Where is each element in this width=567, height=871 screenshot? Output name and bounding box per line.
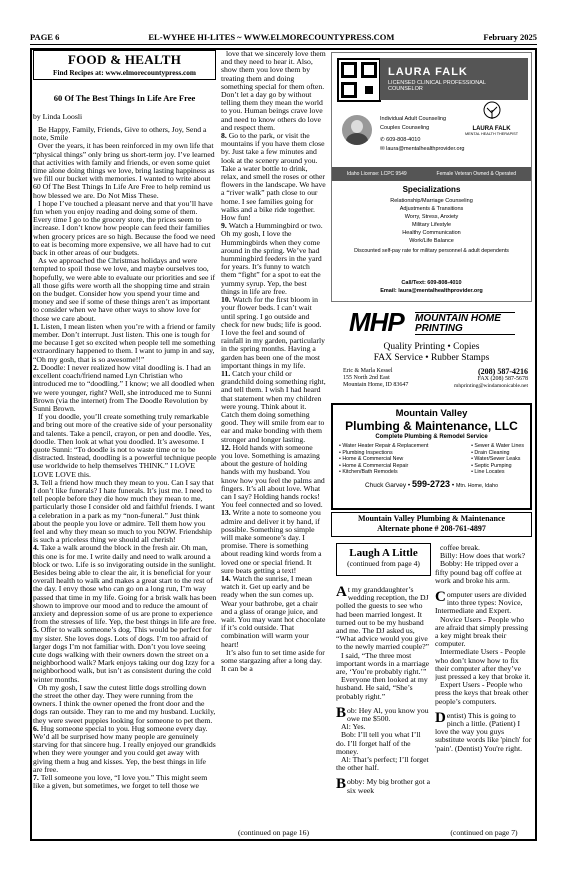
article-column-2 <box>221 50 326 822</box>
plumbing-service-item: • Line Locates <box>471 469 505 476</box>
plumbing-service-item: • Plumbing Inspections <box>339 449 393 456</box>
specialization-item: Adjustments & Transitions <box>399 206 464 212</box>
article-paragraph: 12. Hold hands with someone you love. Something is amazing about the gesture of holding hands with my husband. You know how you feel the palms and fingers. It’s all about love. What can I say? Holding hands rocks! You feel connected and so loved. <box>221 442 325 510</box>
mhp-tagline-2: FAX Service • Rubber Stamps <box>373 353 490 363</box>
service-2: Couples Counseling <box>380 125 430 131</box>
article-continued: (continued on page 16) <box>237 828 310 837</box>
article-paragraph: 4. Take a walk around the block in the fresh air. Oh man, this one is for me. I write daily and need to walk around a block or two. Life is so invigorating outside in the sunlight. Besides being able to clear the air, it is beneficial for your overall health to walk and makes a great start to the rest of the day. I envy those who can go on a long run, I’m way passed that time in my life. Going for a brisk walk has been shown to improve our mood and to reduce the amount of anxiety and depression some of us are prone to experience from the stresses of life. Yep, the best things in life are free. <box>33 543 217 627</box>
tree-icon <box>479 101 505 121</box>
laura-email: laura@mentalhealthprovider.org <box>386 146 465 152</box>
joke-paragraph: I said, “The three most important words in a marriage are, ‘You’re probably right.’” <box>336 650 430 677</box>
plumbing-service-item: • Kitchen/Bath Remodels <box>339 469 398 476</box>
mhp-fax: FAX (208) 587-5678 <box>477 376 528 382</box>
article-paragraph: 8. Go to the park, or visit the mountains if you have them close by. Just take a few minutes and look at the scenery around you. Take a water bottle to drink, relax, and smell the roses or other flowers in the landscape. We have a “river walk” path close to our home. I see families going for walks and a bike ride together. How fun! <box>221 131 326 223</box>
page-number: PAGE 6 <box>30 31 60 42</box>
specializations-title: Specializations <box>402 185 461 194</box>
counselor-name: LAURA FALK <box>388 66 468 78</box>
article-paragraph: 7. Tell someone you love, “I love you.” This might seem like a given, but sometimes, we forget to tell those we <box>33 773 208 791</box>
article-paragraph: Oh my gosh, I saw the cutest little dogs strolling down the street the other day. They were running from the owners. I think the owner opened the front door and the dogs ran outside. They ran to me and my husband. Luckily, they were sweet puppies looking for someone to pet them. <box>33 682 216 725</box>
specialization-item: Worry, Stress, Anxiety <box>404 214 459 220</box>
article-column-1 <box>33 126 217 838</box>
plumbing-subtitle: Complete Plumbing & Remodel Service <box>375 434 488 440</box>
article-paragraph: Over the years, it has been reinforced in my own life that “physical things” only bring us short-term joy. I’ve learned that activities with family and friends, or even some quiet time alone doing things we love, bring lasting happiness as we fill our bucket with memories. I wanted to write about 60 Of The Best Things In Life Are Free to help remind us how blessed we are. Do Not Miss These. <box>33 141 215 200</box>
article-paragraph: 9. Watch a Hummingbird or two. Oh my gosh, I love the Hummingbirds when they come around in the spring. We’ve had hummingbird feeders in the yard for years. It’s funny to watch them “fight” for a spot to eat the yummy syrup. Yep, the best things in life are free. <box>221 221 323 296</box>
joke-paragraph: Novice Users - People who are afraid that simply pressing a key might break their computer. <box>435 614 529 649</box>
article-paragraph: love that we sincerely love them and they need to hear it. Also, show them you love them by treating them and doing something special for them often. Don’t let a day go by without telling them they mean the world to you. Human beings crave love and need to know others do love and respect them. <box>221 50 326 132</box>
license-number: Idaho License: LCPC 9549 <box>346 171 407 177</box>
phone-icon: ✆ <box>380 137 387 143</box>
article-title: 60 Of The Best Things In Life Are Free <box>53 93 196 103</box>
qr-code-icon <box>337 58 381 102</box>
mhp-owners: Eric & Marla Kessel <box>343 368 393 374</box>
laugh-column-2 <box>435 544 533 824</box>
mountain-home-printing-ad <box>331 306 532 398</box>
logo-sub: MENTAL HEALTH THERAPIST <box>464 132 519 136</box>
plumbing-title-2: Plumbing & Maintenance, LLC <box>345 419 518 433</box>
laura-logo <box>454 101 529 136</box>
article-paragraph: 6. Hug someone special to you. Hug someone every day. We’d all be surprised how many people are genuinely starving for that sincere hug. I really enjoyed our grandkids when they were younger and you could get away with giving them a hug and kisses. Yep, the best things in life are free. <box>33 723 216 774</box>
logo-name: LAURA FALK <box>472 126 511 132</box>
joke-paragraph: At my granddaughter’s wedding reception, the DJ polled the guests to see who had been married longest. It turned out to be my husband and me. The DJ asked us, “What advice would you give to the newly married couple?” <box>336 584 430 652</box>
mail-icon: ✉ <box>380 146 387 152</box>
plumbing-contact-name: Chuck Garvey <box>364 481 407 489</box>
joke-paragraph: Everyone then looked at my husband. He said, “She’s probably right.” <box>336 675 428 701</box>
joke-paragraph: Al: Yes. <box>341 722 366 732</box>
cta-call: Call/Text: 609-808-4010 <box>401 280 462 286</box>
article-paragraph: It’s also fun to set time aside for some stargazing after a long day. It can be a <box>221 647 325 674</box>
joke-paragraph: Dentist) This is going to pinch a little. (Patient) I love the way you guys substitute words like 'pinch' for 'pain'. (Dentist) You're right. <box>435 709 532 753</box>
plumbing-services-left <box>339 443 428 476</box>
mhp-tagline-1: Quality Printing • Copies <box>383 342 480 352</box>
veteran-owned: Female Veteran Owned & Operated <box>436 171 517 177</box>
mhp-name-2: PRINTING <box>415 324 515 335</box>
plumbing-contact-location: Mtn. Home, Idaho <box>455 482 499 489</box>
joke-paragraph: coffee break. <box>440 544 480 552</box>
article-paragraph: 3. Tell a friend how much they mean to you. Can I say that I don’t like funerals? I hate funerals. It’s just me. I need to tell people before they die how much they mean to me, particularly those I consider old and faithful friends. I want a celebration in a park as my “non-funeral.” Just think about the people you love or admire. Tell them how you feel and why they mean so much to you NOW. Friendship is such a priceless thing we should all cherish! <box>33 477 215 545</box>
plumbing-service-item: • Home & Commercial Repair <box>339 462 409 469</box>
mhp-email: mhprinting@windamonicable.net <box>454 383 528 389</box>
joke-paragraph: Billy: How does that work? <box>440 551 525 561</box>
article-paragraph: Be Happy, Family, Friends, Give to others, Joy, Send a note, Smile <box>33 126 207 143</box>
joke-paragraph: Expert Users - People who press the keys that break other people’s computers. <box>435 680 529 706</box>
mhp-address-2: Mountain Home, ID 83647 <box>343 382 409 388</box>
section-title: FOOD & HEALTH <box>67 52 182 67</box>
counselor-photo <box>342 115 372 145</box>
service-1: Individual Adult Counseling <box>380 116 447 122</box>
specialization-item: Healthy Communication <box>402 230 461 236</box>
article-byline: by Linda Loosli <box>33 112 83 121</box>
issue-date: February 2025 <box>483 31 537 42</box>
article-paragraph: 10. Watch for the first bloom in your flower beds. I can’t wait until spring. I go outside and check for new buds; life is good. I love the feel and sound of rainfall in my garden, particularly in the spring months. Having a garden has been one of the most important things in my life. <box>221 295 325 370</box>
laura-phone: 609-808-4010 <box>386 137 421 143</box>
mhp-logo: MHP <box>349 307 404 337</box>
plumbing-services-right <box>471 443 524 476</box>
laugh-a-little-box <box>336 543 431 576</box>
specializations-list <box>332 197 531 245</box>
plumbing-service-item: • Drain Cleaning <box>471 449 510 456</box>
joke-paragraph: Al: That’s perfect; I’ll forget the other half. <box>336 755 429 773</box>
article-paragraph: 14. Watch the sunrise, I mean watch it. Get up early and be ready when the sun comes up. Wear your bathrobe, get a chair and a glass of orange juice, and wait. You may want hot chocolate if it’s cold outside. That combination will warm your heart! <box>221 574 326 649</box>
joke-paragraph: Bob: I’ll tell you what I’ll do. I’ll forget half of the money. <box>336 730 421 756</box>
plumbing-title-1: Mountain Valley <box>395 408 468 419</box>
plumbing-banner-line-1: Mountain Valley Plumbing & Maintenance <box>357 514 506 523</box>
article-paragraph: 2. Doodle: I never realized how vital doodling is. I had an excellent coach/friend named Lyn Christian who introduced me to “doodling.” I know; we all doodled when we were younger, right? Well, she introduced me to Sunni Brown (via the internet) from The Doodle Revolution by Sunni Brown. <box>33 362 215 413</box>
discount-note: Discounted self-pay rate for military personnel & adult dependents <box>354 248 509 254</box>
section-subtitle: Find Recipes at: www.elmorecountypress.com <box>52 68 197 77</box>
joke-paragraph: Intermediate Users - People who don’t know how to fix their computer after they’ve just pressed a key that broke it. <box>435 647 531 682</box>
page-header <box>30 30 537 43</box>
plumbing-banner <box>331 512 532 537</box>
counselor-credentials: LICENSED CLINICAL PROFESSIONAL COUNSELOR <box>388 80 486 92</box>
specialization-item: Work/Life Balance <box>409 238 454 244</box>
plumbing-service-item: • Water Heater Repair & Replacement <box>339 443 429 449</box>
specialization-item: Military Lifestyle <box>411 222 452 228</box>
publication-title: EL-WYHEE HI-LITES ~ WWW.ELMORECOUNTYPRESS.COM <box>148 31 395 42</box>
plumbing-ad: Mountain Valley Plumbing & Maintenance, LLC Complete Plumbing & Remodel Service • Water Heater Repair & Replacement • Plumbing Inspections • Home & Commercial New • Home & Commercial Repair • Kitchen/Bath Remodels • Sewer & Water Lines • Drain Cleaning • Water/Sewer Leaks • Septic Pumping • Line Locates Chuck Garvey • 599-2723 • Mtn. Home, Idaho <box>331 403 532 510</box>
plumbing-banner-line-2: Alternate phone # 208-761-4897 <box>377 524 486 533</box>
plumbing-service-item: • Water/Sewer Leaks <box>471 456 521 463</box>
laugh-subtitle: (continued from page 4) <box>347 559 420 568</box>
plumbing-service-item: • Septic Pumping <box>471 462 512 469</box>
joke-paragraph: Bob: Hey Al, you know you owe me $500. <box>336 704 429 724</box>
laugh-continued: (continued on page 7) <box>450 828 518 837</box>
laugh-title: Laugh A Little <box>349 547 418 559</box>
article-paragraph: As we approached the Christmas holidays and were tempted to spoil those we love, and maybe ourselves too, hopefully, we were able to evaluate our priorities and see if all those gifts were worth all the shopping time and strain on the budget. Consider how you spend your time and money and see if some of these things aren’t as important to consider when we have other ways to show love for those we care about. <box>33 256 216 323</box>
specialization-item: Relationship/Marriage Counseling <box>390 198 473 204</box>
header-rule <box>30 44 537 45</box>
article-paragraph: 1. Listen, I mean listen when you’re with a friend or family member. Don’t interrupt. Just listen. This one is tough for me because I get so excited when people tell me something extraordinary happened to them. I want to jump in and say, “Oh my gosh, that is so awesome!!” <box>33 321 216 364</box>
article-paragraph: 11. Catch your child or grandchild doing something right, and tell them. I wish I had heard that statement when my children were young. Think about it. Catch them doing something good. They will smile from ear to ear and make bonding with them stronger and longer lasting. <box>221 368 326 444</box>
laugh-column-1 <box>336 580 431 835</box>
article-paragraph: If you doodle, you’ll create something truly remarkable and bring out more of the creative side of your personality and talents. Take a pencil, crayon, or pen and doodle. Yes, doodle. Then look at what you doodled. It’s awesome. I quote Sunni: “To doodle is not to waste time or to be distracted. Instead, doodling is a powerful technique people use worldwide to help themselves THINK.” I LOVE LOVE LOVE this. <box>33 412 217 479</box>
food-health-box <box>33 50 216 80</box>
joke-paragraph: Bobby: He tripped over a fifty pound bag off coffee at work and broke his arm. <box>435 559 522 585</box>
article-paragraph: 5. Offer to walk someone’s dog. This would be perfect for my sister. She loves dogs. Lots of dogs. I’m too afraid of larger dogs I’m not familiar with. Don’t you love seeing cute dogs walking with their owners down the street on a neighborhood walk? Mark enjoys taking our dog Izzy for a neighborhood walk, but isn’t as consistent during the cold winter months. <box>33 625 215 684</box>
plumbing-service-item: • Sewer & Water Lines <box>471 443 524 449</box>
article-paragraph: 13. Write a note to someone you admire and deliver it by hand, if possible. Something so simple will make someone’s day. I promise. There is something about reading kind words from a loved one or special friend. It sure beats getting a text! <box>221 508 322 575</box>
mhp-address-1: 155 North 2nd East <box>343 375 390 381</box>
joke-paragraph: Computer users are divided into three types: Novice, Intermediate and Expert. <box>435 589 527 616</box>
mhp-phone: (208) 587-4216 <box>478 367 528 376</box>
cta-email: Email: laura@mentalhealthprovider.org <box>380 288 483 294</box>
plumbing-service-item: • Home & Commercial New <box>339 456 404 463</box>
article-paragraph: I hope I’ve touched a pleasant nerve and that you’ll have fun when you enjoy reading and doing some of them. Every time I go to the grocery store, the prices seem to increase. I don’t know how people can feed their families when grocery prices are so high. Because the food we need to eat is becoming more expensive, we all have had to cut back in other areas of our budgets. <box>33 198 216 258</box>
joke-paragraph: Bobby: My big brother got a six week <box>336 776 431 795</box>
laura-falk-ad <box>331 52 532 302</box>
plumbing-contact-phone: 599-2723 <box>412 478 451 489</box>
mhp-name-1: MOUNTAIN HOME <box>415 312 515 324</box>
